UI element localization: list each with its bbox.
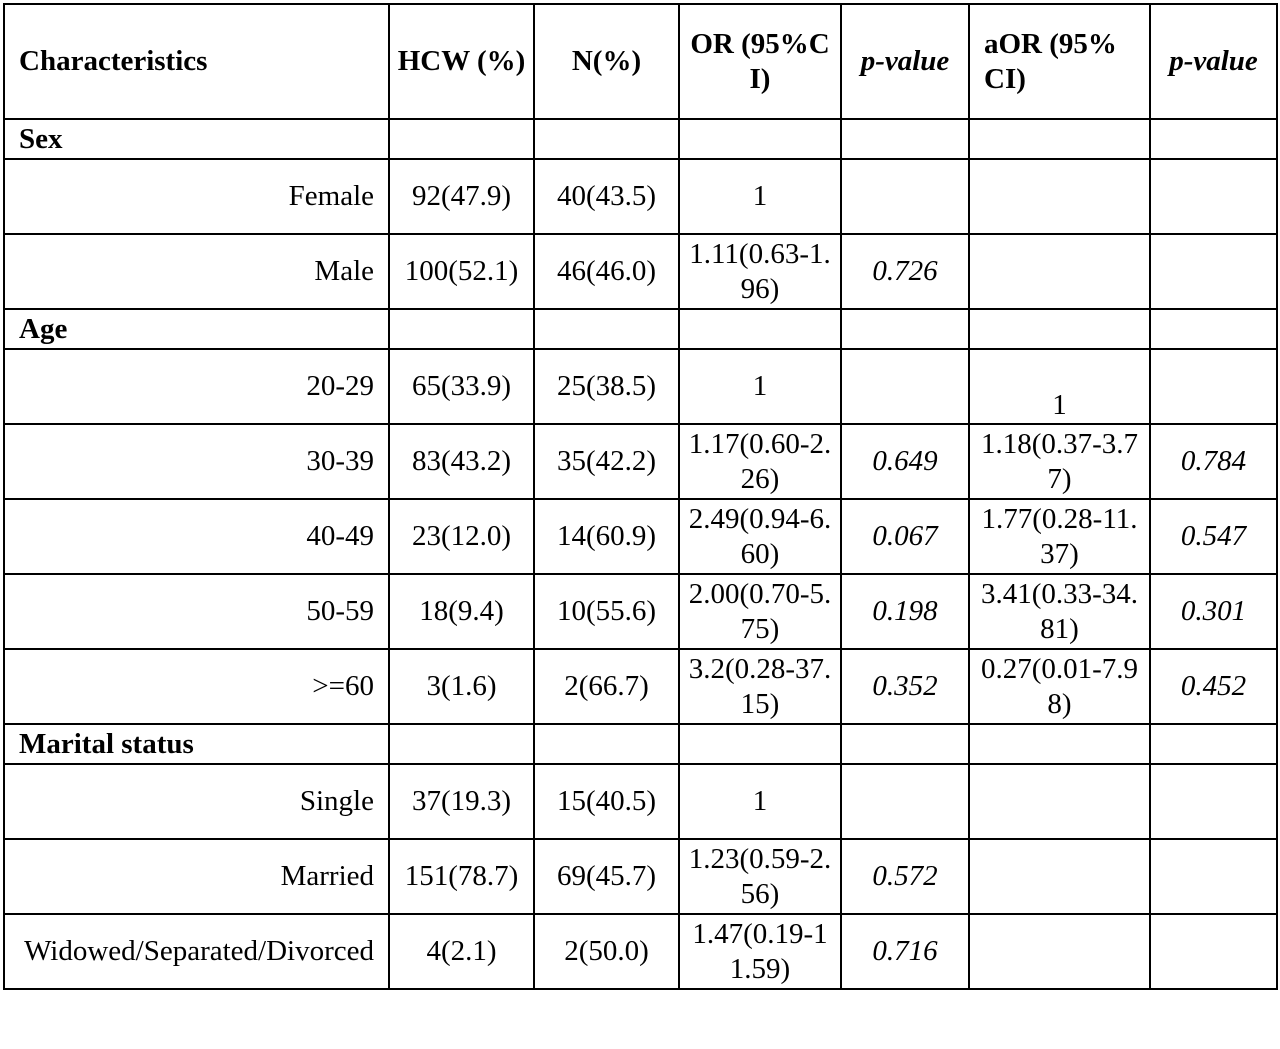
table-row bbox=[4, 499, 1277, 574]
cell-n: 40(43.5) bbox=[534, 159, 679, 234]
row-label: Female bbox=[4, 159, 389, 234]
cell-aor: 1 bbox=[969, 349, 1150, 424]
cell-hcw: 23(12.0) bbox=[389, 499, 534, 574]
row-label: 40-49 bbox=[4, 499, 389, 574]
cell-p bbox=[841, 159, 969, 234]
cell-hcw: 3(1.6) bbox=[389, 649, 534, 724]
section-row bbox=[4, 724, 1277, 764]
section-title: Sex bbox=[4, 119, 389, 159]
header-or: OR (95%CI) bbox=[679, 4, 841, 119]
cell-p2 bbox=[1150, 914, 1277, 989]
row-label: 50-59 bbox=[4, 574, 389, 649]
row-label: Widowed/Separated/Divorced bbox=[4, 914, 389, 989]
cell-or: 1 bbox=[679, 349, 841, 424]
cell-aor: 0.27(0.01-7.98) bbox=[969, 649, 1150, 724]
cell-p2: 0.784 bbox=[1150, 424, 1277, 499]
cell-p: 0.716 bbox=[841, 914, 969, 989]
cell-p: 0.067 bbox=[841, 499, 969, 574]
cell-p2 bbox=[1150, 159, 1277, 234]
cell-hcw: 65(33.9) bbox=[389, 349, 534, 424]
characteristics-table bbox=[3, 3, 1278, 990]
cell-or: 1.23(0.59-2.56) bbox=[679, 839, 841, 914]
cell-aor bbox=[969, 764, 1150, 839]
cell-aor bbox=[969, 159, 1150, 234]
cell-n: 25(38.5) bbox=[534, 349, 679, 424]
header-p-value: p-value bbox=[841, 4, 969, 119]
header-aor: aOR (95% CI) bbox=[969, 4, 1150, 119]
row-label: >=60 bbox=[4, 649, 389, 724]
cell-p2 bbox=[1150, 349, 1277, 424]
section-row bbox=[4, 309, 1277, 349]
header-p-value-adjusted: p-value bbox=[1150, 4, 1277, 119]
cell-aor bbox=[969, 914, 1150, 989]
cell-p2: 0.301 bbox=[1150, 574, 1277, 649]
section-title: Marital status bbox=[4, 724, 389, 764]
cell-aor: 3.41(0.33-34.81) bbox=[969, 574, 1150, 649]
table-row bbox=[4, 424, 1277, 499]
cell-n: 46(46.0) bbox=[534, 234, 679, 309]
cell-p2 bbox=[1150, 764, 1277, 839]
cell-aor: 1.18(0.37-3.77) bbox=[969, 424, 1150, 499]
cell-p2: 0.547 bbox=[1150, 499, 1277, 574]
cell-hcw: 92(47.9) bbox=[389, 159, 534, 234]
table-row bbox=[4, 649, 1277, 724]
section-row bbox=[4, 119, 1277, 159]
cell-p2 bbox=[1150, 839, 1277, 914]
cell-p2: 0.452 bbox=[1150, 649, 1277, 724]
row-label: Single bbox=[4, 764, 389, 839]
row-label: 20-29 bbox=[4, 349, 389, 424]
cell-n: 15(40.5) bbox=[534, 764, 679, 839]
cell-aor bbox=[969, 234, 1150, 309]
header-hcw: HCW (%) bbox=[389, 4, 534, 119]
table-row bbox=[4, 839, 1277, 914]
cell-p: 0.649 bbox=[841, 424, 969, 499]
row-label: Male bbox=[4, 234, 389, 309]
table-row bbox=[4, 764, 1277, 839]
table-row bbox=[4, 349, 1277, 424]
cell-p2 bbox=[1150, 234, 1277, 309]
cell-or: 2.49(0.94-6.60) bbox=[679, 499, 841, 574]
cell-p: 0.572 bbox=[841, 839, 969, 914]
cell-n: 14(60.9) bbox=[534, 499, 679, 574]
cell-p: 0.198 bbox=[841, 574, 969, 649]
cell-or: 1.11(0.63-1.96) bbox=[679, 234, 841, 309]
cell-hcw: 151(78.7) bbox=[389, 839, 534, 914]
cell-n: 35(42.2) bbox=[534, 424, 679, 499]
header-n: N(%) bbox=[534, 4, 679, 119]
cell-hcw: 37(19.3) bbox=[389, 764, 534, 839]
row-label: Married bbox=[4, 839, 389, 914]
cell-p bbox=[841, 349, 969, 424]
cell-aor: 1.77(0.28-11.37) bbox=[969, 499, 1150, 574]
cell-p: 0.352 bbox=[841, 649, 969, 724]
cell-n: 10(55.6) bbox=[534, 574, 679, 649]
cell-aor bbox=[969, 839, 1150, 914]
cell-hcw: 83(43.2) bbox=[389, 424, 534, 499]
cell-or: 2.00(0.70-5.75) bbox=[679, 574, 841, 649]
cell-n: 2(66.7) bbox=[534, 649, 679, 724]
table-row bbox=[4, 574, 1277, 649]
header-characteristics: Characteristics bbox=[4, 4, 389, 119]
table-row bbox=[4, 234, 1277, 309]
cell-n: 2(50.0) bbox=[534, 914, 679, 989]
table-row bbox=[4, 914, 1277, 989]
cell-or: 1 bbox=[679, 159, 841, 234]
cell-hcw: 100(52.1) bbox=[389, 234, 534, 309]
cell-p bbox=[841, 764, 969, 839]
header-row bbox=[4, 4, 1277, 119]
cell-p: 0.726 bbox=[841, 234, 969, 309]
cell-or: 3.2(0.28-37.15) bbox=[679, 649, 841, 724]
table-row bbox=[4, 159, 1277, 234]
section-title: Age bbox=[4, 309, 389, 349]
cell-hcw: 18(9.4) bbox=[389, 574, 534, 649]
cell-n: 69(45.7) bbox=[534, 839, 679, 914]
cell-hcw: 4(2.1) bbox=[389, 914, 534, 989]
cell-or: 1 bbox=[679, 764, 841, 839]
row-label: 30-39 bbox=[4, 424, 389, 499]
cell-or: 1.17(0.60-2.26) bbox=[679, 424, 841, 499]
cell-or: 1.47(0.19-11.59) bbox=[679, 914, 841, 989]
